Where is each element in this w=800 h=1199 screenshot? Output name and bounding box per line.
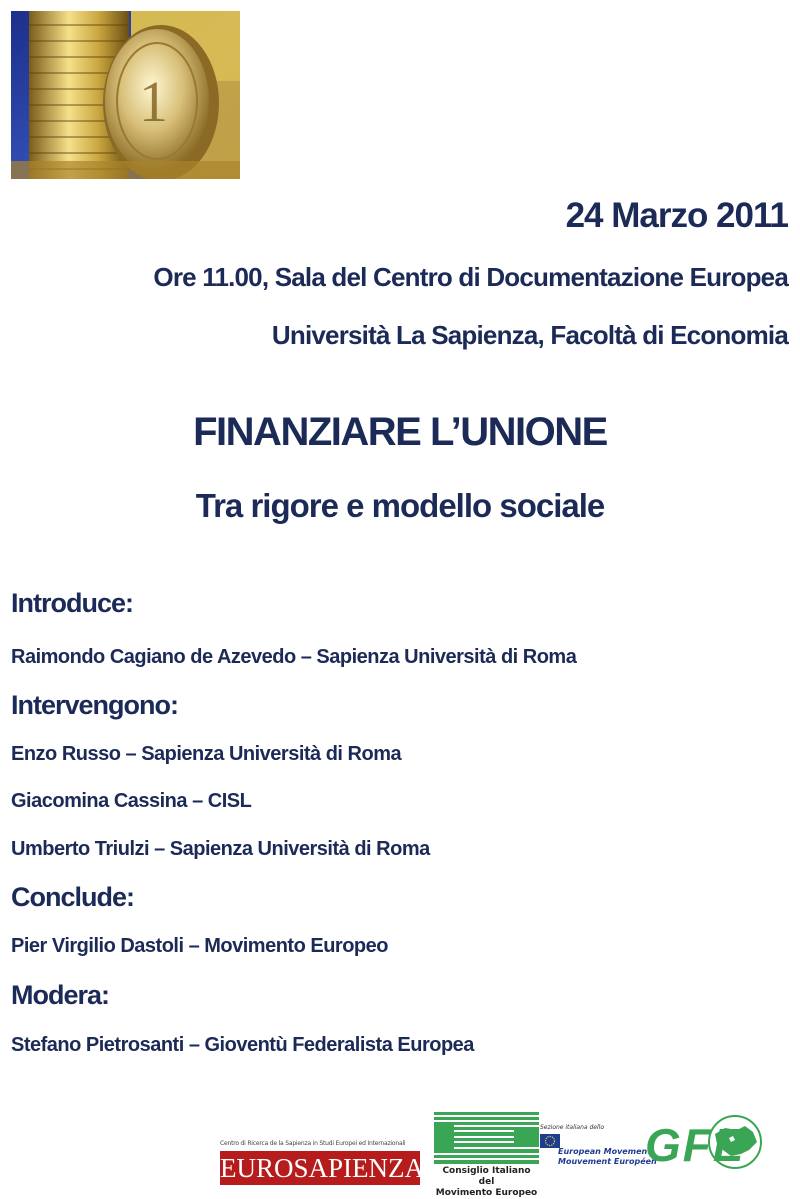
gfe-logo [645, 1114, 790, 1184]
event-subtitle: Tra rigore e modello sociale [195, 487, 605, 524]
speaker-introduce: Raimondo Cagiano de Azevedo – Sapienza Università di Roma [11, 646, 577, 668]
speaker-2: Giacomina Cassina – CISL [11, 790, 252, 812]
cime-logo [434, 1112, 657, 1198]
role-intervengono: Intervengono: [11, 690, 178, 720]
role-conclude: Conclude: [11, 882, 134, 912]
role-modera: Modera: [11, 980, 110, 1010]
event-date: 24 Marzo 2011 [565, 196, 788, 235]
eu-flag-icon [540, 1134, 560, 1148]
speaker-3: Umberto Triulzi – Sapienza Università di Roma [11, 838, 430, 860]
euro-coins-photo [11, 11, 240, 179]
event-title: FINANZIARE L’UNIONE [193, 410, 607, 454]
event-time-place: Ore 11.00, Sala del Centro di Documentazione Europea [153, 262, 788, 292]
cime-caption: Consiglio Italiano del Movimento Europeo [435, 1166, 538, 1198]
speaker-1: Enzo Russo – Sapienza Università di Roma [11, 743, 402, 765]
eurosapienza-caption: Centro di Ricerca de la Sapienza in Studi Europei ed Internazionali [220, 1140, 406, 1147]
eurosapienza-name: EUROSAPIENZA [220, 1153, 425, 1183]
event-institution: Università La Sapienza, Facoltà di Economia [271, 320, 788, 350]
sponsor-logos [0, 1110, 800, 1197]
cime-e-mark-icon [434, 1112, 539, 1164]
eurosapienza-logo [220, 1140, 425, 1185]
speaker-modera: Stefano Pietrosanti – Gioventù Federalista Europea [11, 1034, 474, 1056]
european-movement-text: European Movement Mouvement Européen [558, 1147, 657, 1166]
em-section-note: Sezione italiana dello [540, 1124, 604, 1131]
gfe-name: GFE [645, 1119, 746, 1171]
svg-text:1: 1 [139, 69, 168, 134]
role-introduce: Introduce: [11, 588, 133, 618]
speaker-conclude: Pier Virgilio Dastoli – Movimento Europeo [11, 935, 388, 957]
